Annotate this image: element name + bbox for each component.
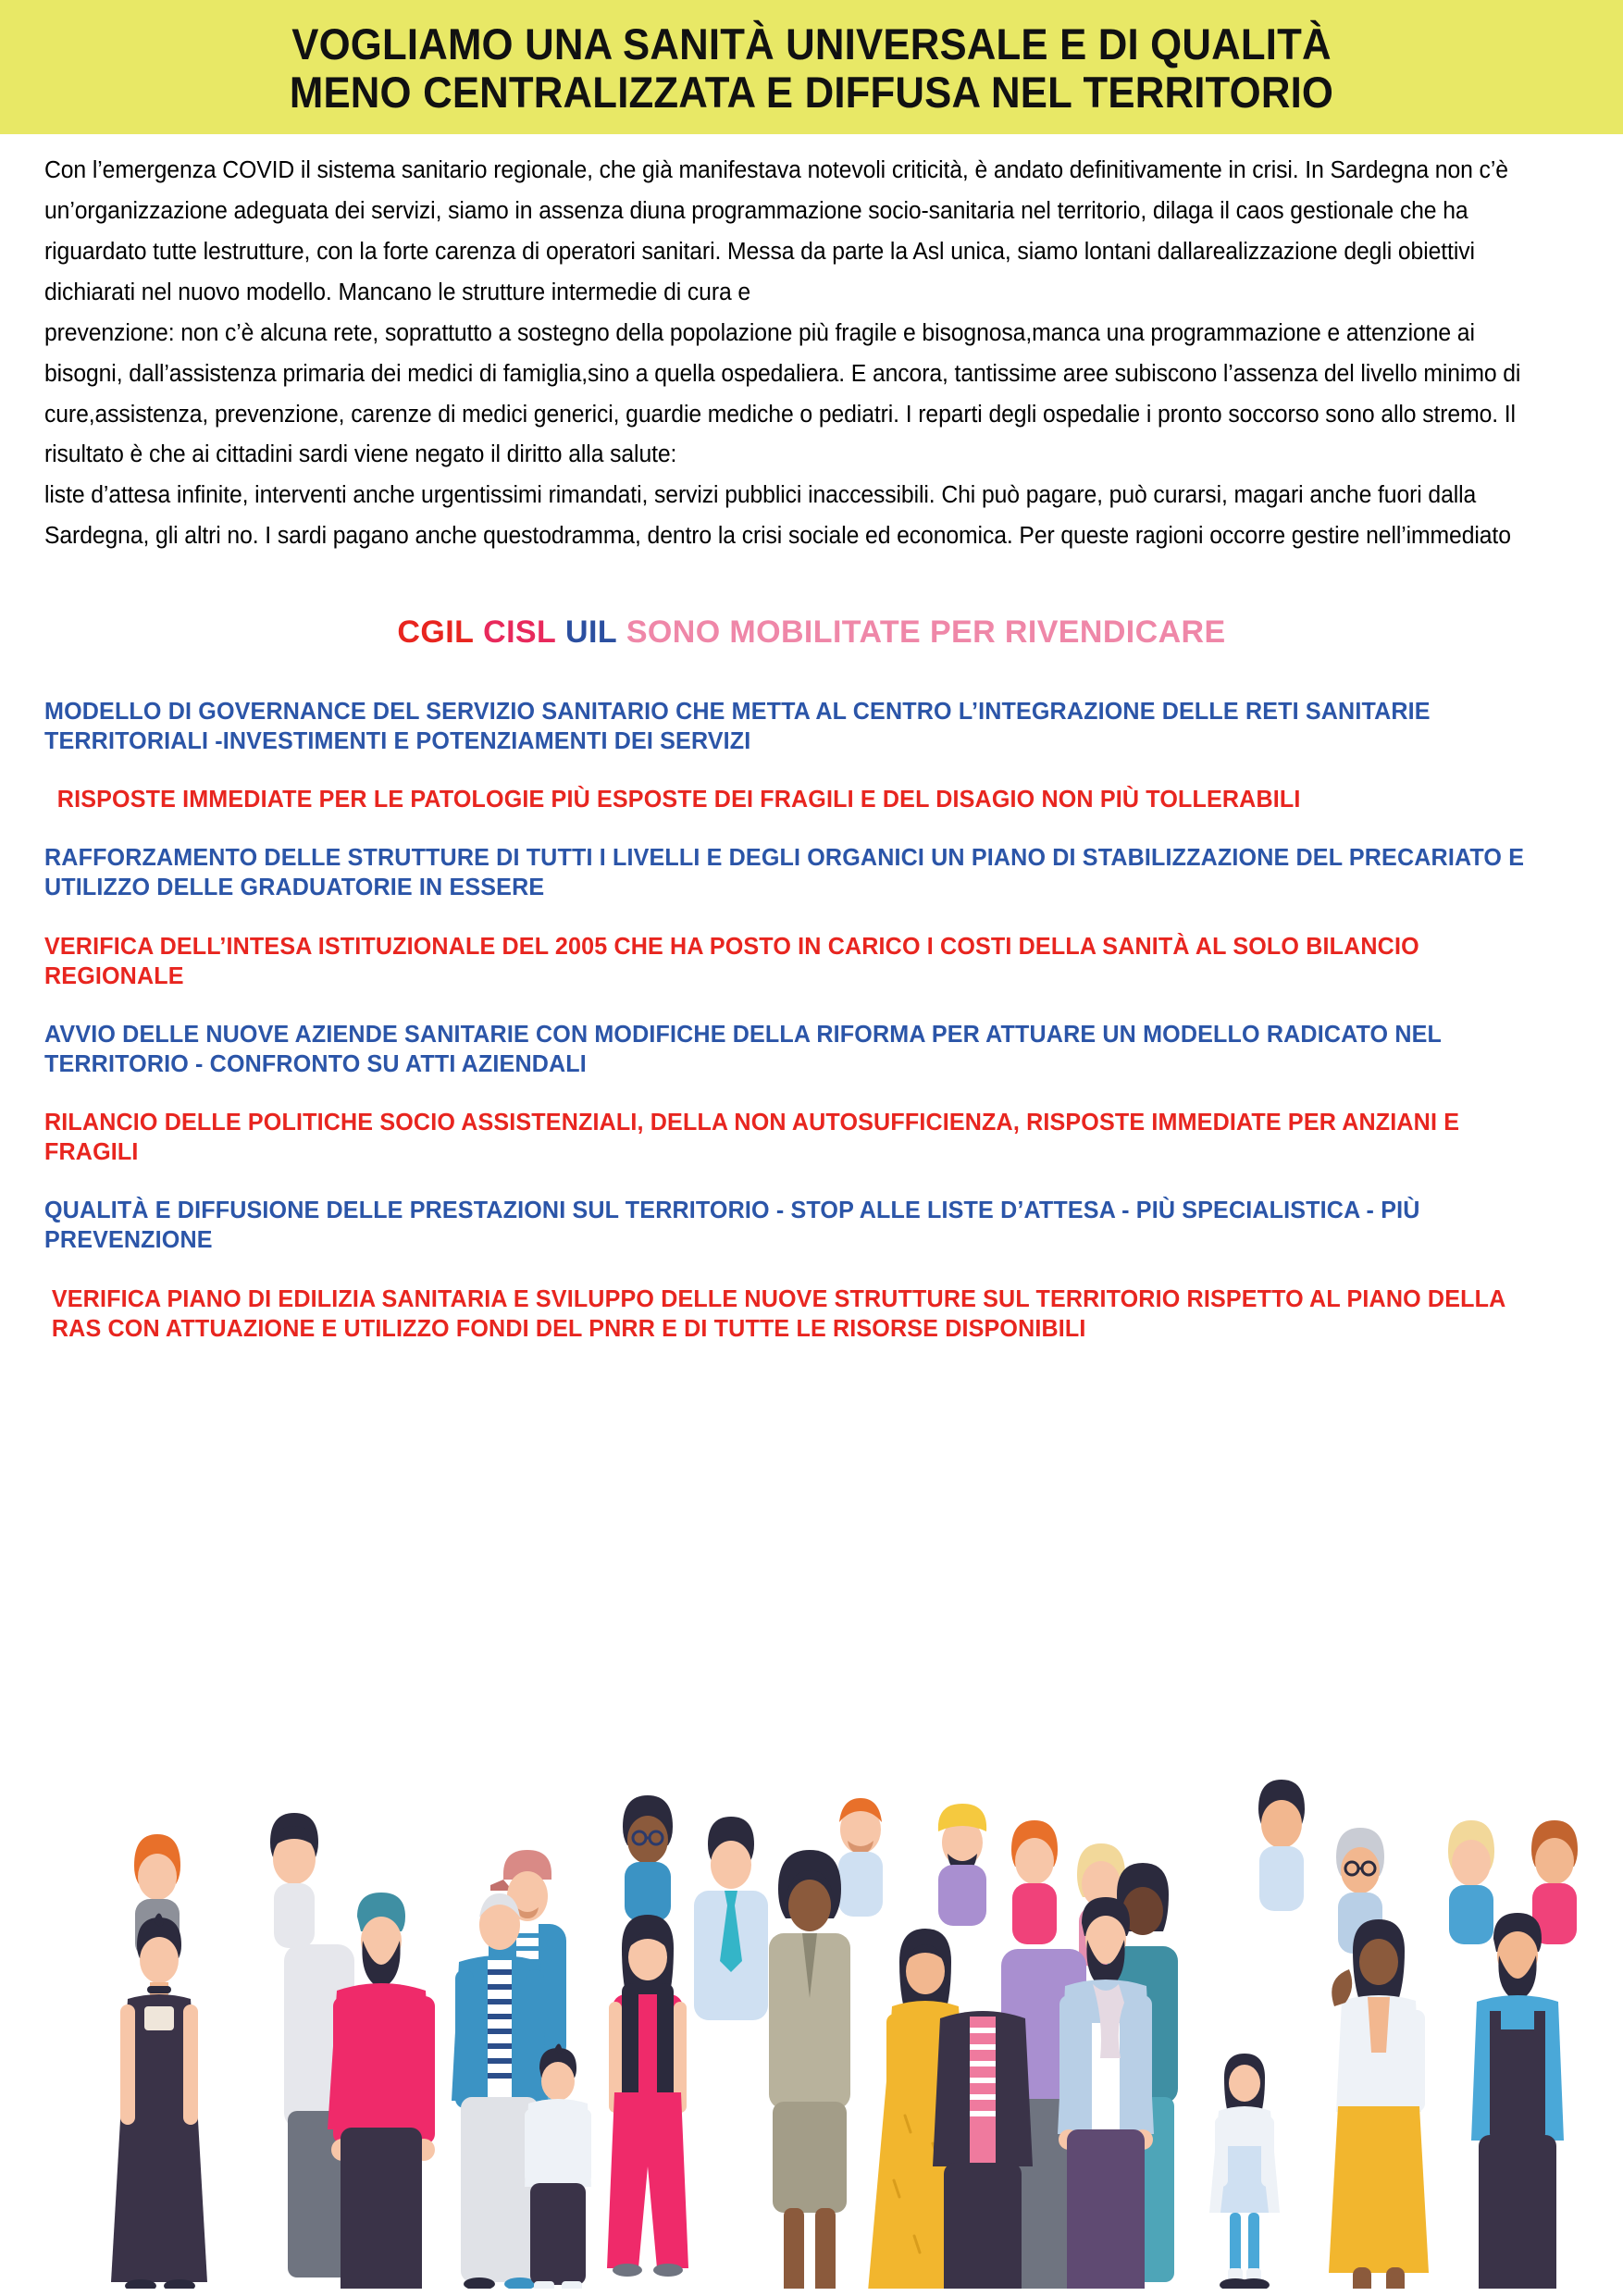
page-title-line-2: MENO CENTRALIZZATA E DIFFUSA NEL TERRITORIO <box>289 67 1334 117</box>
article-paragraph-1: Con l’emergenza COVID il sistema sanitario regionale, che già manifestava notevoli criticità, è andato definitivamente in crisi. In Sardegna non c’è un’organizzazione adeguata dei servizi, siamo in assenza diuna programmazione socio-sanitaria nel territorio, dilaga il caos gestionale che ha riguardato tutte lestrutture, con la forte carenza di operatori sanitari. Messa da parte la Asl unica, siamo lontani dallarealizzazione degli obiettivi dichiarati nel nuovo modello. Mancano le strutture intermedie di cura e <box>44 157 1508 305</box>
demand-item: VERIFICA PIANO DI EDILIZIA SANITARIA E SVILUPPO DELLE NUOVE STRUTTURE SUL TERRITORIO RISPETTO AL PIANO DELLA RAS CON ATTUAZIONE E UTILIZZO FONDI DEL PNRR E DI TUTTE LE RISORSE DISPONIBILI <box>51 1285 1505 1342</box>
page-title <box>92 20 1532 116</box>
union-headline <box>0 614 1623 651</box>
demand-item: QUALITÀ E DIFFUSIONE DELLE PRESTAZIONI SUL TERRITORIO - STOP ALLE LISTE D’ATTESA - PIÙ SPECIALISTICA - PIÙ PREVENZIONE <box>44 1198 1420 1254</box>
demand-item: VERIFICA DELL’INTESA ISTITUZIONALE DEL 2005 CHE HA POSTO IN CARICO I COSTI DELLA SANITÀ AL SOLO BILANCIO REGIONALE <box>44 933 1419 989</box>
demand-item: RAFFORZAMENTO DELLE STRUTTURE DI TUTTI I LIVELLI E DEGLI ORGANICI UN PIANO DI STABILIZZAZIONE DEL PRECARIATO E UTILIZZO DELLE GRADUATORIE IN ESSERE <box>44 845 1525 901</box>
article-paragraph-2: prevenzione: non c’è alcuna rete, soprattutto a sostegno della popolazione più fragile e bisognosa,manca una programmazione e attenzione ai bisogni, dall’assistenza primaria dei medici di famiglia,sino a quella ospedaliera. E ancora, tantissime aree subiscono l’assenza del livello minimo di cure,assistenza, prevenzione, carenze di medici generici, guardie mediche o pediatri. I reparti degli ospedalie i pronto soccorso sono allo stremo. Il risultato è che ai cittadini sardi viene negato il diritto alla salute: <box>44 319 1521 468</box>
demand-item: RILANCIO DELLE POLITICHE SOCIO ASSISTENZIALI, DELLA NON AUTOSUFFICIENZA, RISPOSTE IMMEDIATE PER ANZIANI E FRAGILI <box>44 1110 1460 1166</box>
demand-item: MODELLO DI GOVERNANCE DEL SERVIZIO SANITARIO CHE METTA AL CENTRO L’INTEGRAZIONE DELLE RETI SANITARIE TERRITORIALI -INVESTIMENTI E POTENZIAMENTI DEI SERVIZI <box>44 698 1431 755</box>
union-label-uil: UIL <box>565 614 617 650</box>
demands-list <box>0 697 1623 1344</box>
crowd-illustration <box>0 1713 1623 2296</box>
union-headline-suffix: SONO MOBILITATE PER RIVENDICARE <box>626 614 1226 650</box>
article-body <box>0 134 1623 557</box>
union-space-1 <box>474 614 483 650</box>
article-paragraph-3: liste d’attesa infinite, interventi anche urgentissimi rimandati, servizi pubblici inaccessibili. Chi può pagare, può curarsi, magari anche fuori dalla Sardegna, gli altri no. I sardi pagano anche questodramma, dentro la crisi sociale ed economica. Per queste ragioni occorre gestire nell’immediato <box>44 482 1511 550</box>
demand-item: RISPOSTE IMMEDIATE PER LE PATOLOGIE PIÙ ESPOSTE DEI FRAGILI E DEL DISAGIO NON PIÙ TOLLERABILI <box>56 787 1301 813</box>
header-banner <box>0 0 1623 134</box>
union-space-3 <box>617 614 626 650</box>
demand-item: AVVIO DELLE NUOVE AZIENDE SANITARIE CON MODIFICHE DELLA RIFORMA PER ATTUARE UN MODELLO RADICATO NEL TERRITORIO - CONFRONTO SU ATTI AZIENDALI <box>44 1021 1442 1077</box>
union-label-cisl: CISL <box>483 614 557 650</box>
union-label-cgil: CGIL <box>397 614 475 650</box>
page-title-line-1: VOGLIAMO UNA SANITÀ UNIVERSALE E DI QUALITÀ <box>291 19 1332 68</box>
union-space-2 <box>556 614 565 650</box>
crowd-illustration-svg <box>0 1713 1623 2296</box>
